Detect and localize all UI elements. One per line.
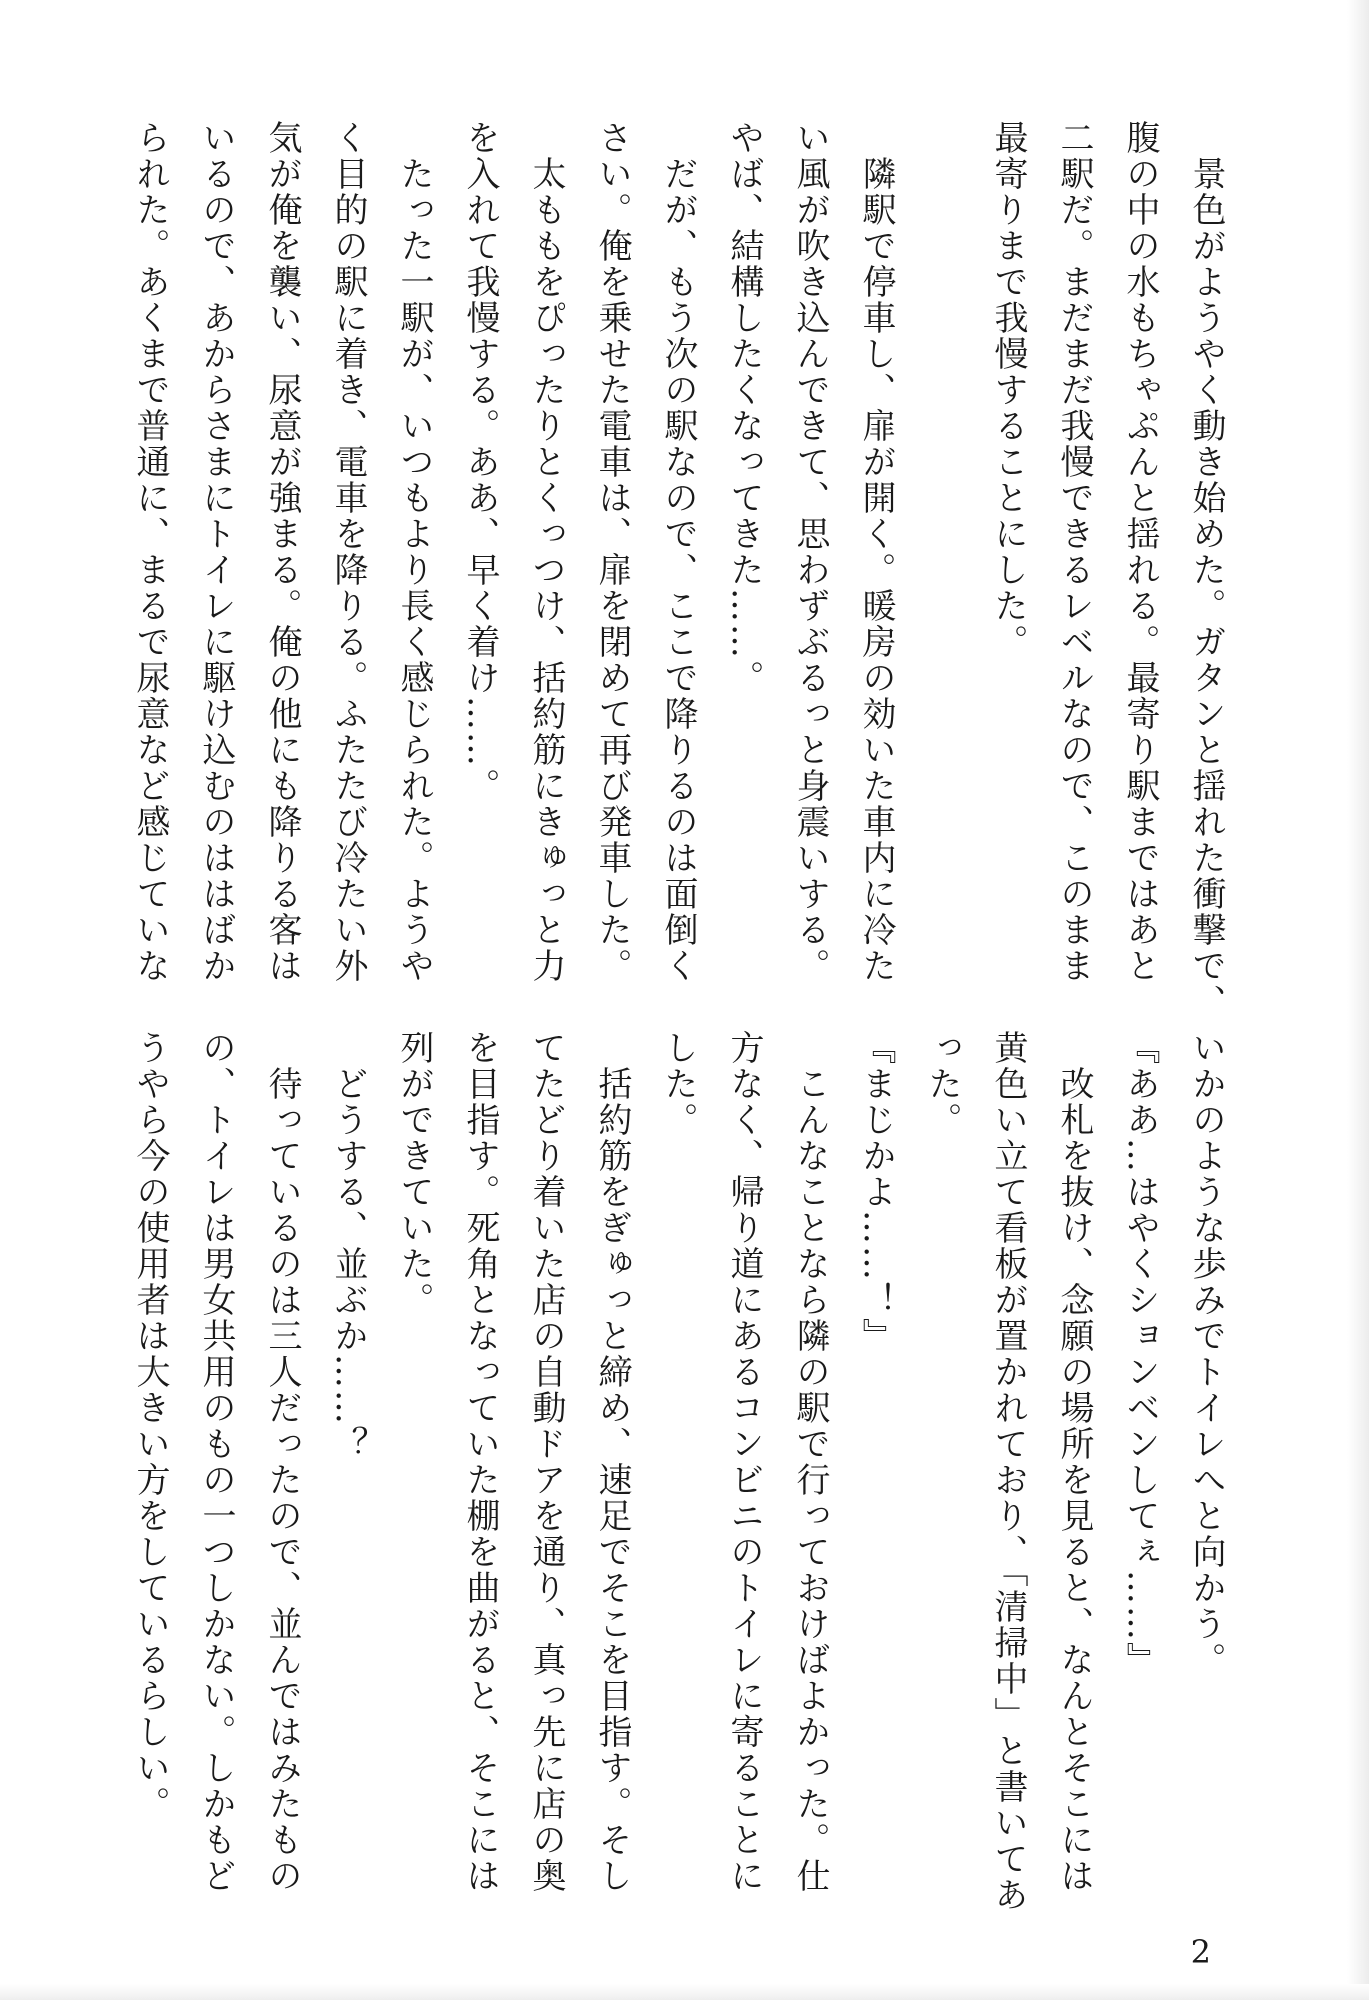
text-line: たった一駅が、いつもより長く感じられた。ようや: [394, 120, 434, 984]
page-edge-shadow: [1347, 0, 1369, 2000]
page-number: 2: [1190, 1933, 1211, 1971]
text-line: 方なく、帰り道にあるコンビニのトイレに寄ることに: [724, 1030, 764, 1894]
text-line: 黄色い立て看板が置かれており、「清掃中」と書いてあ: [988, 1030, 1028, 1913]
text-line: 待っているのは三人だったので、並んではみたもの: [262, 1030, 302, 1894]
lower-text-block: [117, 1030, 1239, 1913]
text-line: いかのような歩みでトイレへと向かう。: [1186, 1030, 1226, 1678]
text-line: の、トイレは男女共用のもの一つしかない。しかもど: [196, 1030, 236, 1894]
text-line: 改札を抜け、念願の場所を見ると、なんとそこには: [1054, 1030, 1094, 1894]
text-line: てたどり着いた店の自動ドアを通り、真っ先に店の奥: [526, 1030, 566, 1894]
text-line: 二駅だ。まだまだ我慢できるレベルなので、このまま: [1054, 120, 1094, 984]
text-line: 太ももをぴったりとくっつけ、括約筋にきゅっと力: [526, 120, 566, 984]
text-line: 腹の中の水もちゃぷんと揺れる。最寄り駅まではあと: [1120, 120, 1160, 984]
text-line: こんなことなら隣の駅で行っておけばよかった。仕: [790, 1030, 830, 1894]
text-line: 列ができていた。: [394, 1030, 434, 1318]
text-line: を入れて我慢する。ああ、早く着け……。: [460, 120, 500, 804]
page-bottom-shadow: [0, 1984, 1369, 2000]
text-line: どうする、並ぶか……？: [328, 1030, 368, 1462]
text-line: うやら今の使用者は大きい方をしているらしい。: [130, 1030, 170, 1822]
text-line: いるので、あからさまにトイレに駆け込むのははばか: [196, 120, 236, 984]
text-line: く目的の駅に着き、電車を降りる。ふたたび冷たい外: [328, 120, 368, 984]
text-line: やば、結構したくなってきた……。: [724, 120, 764, 696]
text-line: 最寄りまで我慢することにした。: [988, 120, 1028, 660]
text-line: [909, 120, 975, 980]
text-line: した。: [658, 1030, 698, 1138]
text-line: 景色がようやく動き始めた。ガタンと揺れた衝撃で、: [1186, 120, 1226, 1020]
text-line: だが、もう次の駅なので、ここで降りるのは面倒く: [658, 120, 698, 984]
text-line: 『ああ…はやくションベンしてぇ……』: [1120, 1030, 1160, 1678]
text-line: 隣駅で停車し、扉が開く。暖房の効いた車内に冷た: [856, 120, 896, 984]
text-line: られた。あくまで普通に、まるで尿意など感じていな: [130, 120, 170, 984]
text-line: った。: [922, 1030, 962, 1138]
text-line: を目指す。死角となっていた棚を曲がると、そこには: [460, 1030, 500, 1894]
text-line: 『まじかよ……！』: [856, 1030, 896, 1354]
text-line: い風が吹き込んできて、思わずぶるっと身震いする。: [790, 120, 830, 984]
text-line: さい。俺を乗せた電車は、扉を閉めて再び発車した。: [592, 120, 632, 984]
text-line: 気が俺を襲い、尿意が強まる。俺の他にも降りる客は: [262, 120, 302, 984]
text-line: 括約筋をぎゅっと締め、速足でそこを目指す。そし: [592, 1030, 632, 1894]
upper-text-block: [117, 120, 1239, 1020]
